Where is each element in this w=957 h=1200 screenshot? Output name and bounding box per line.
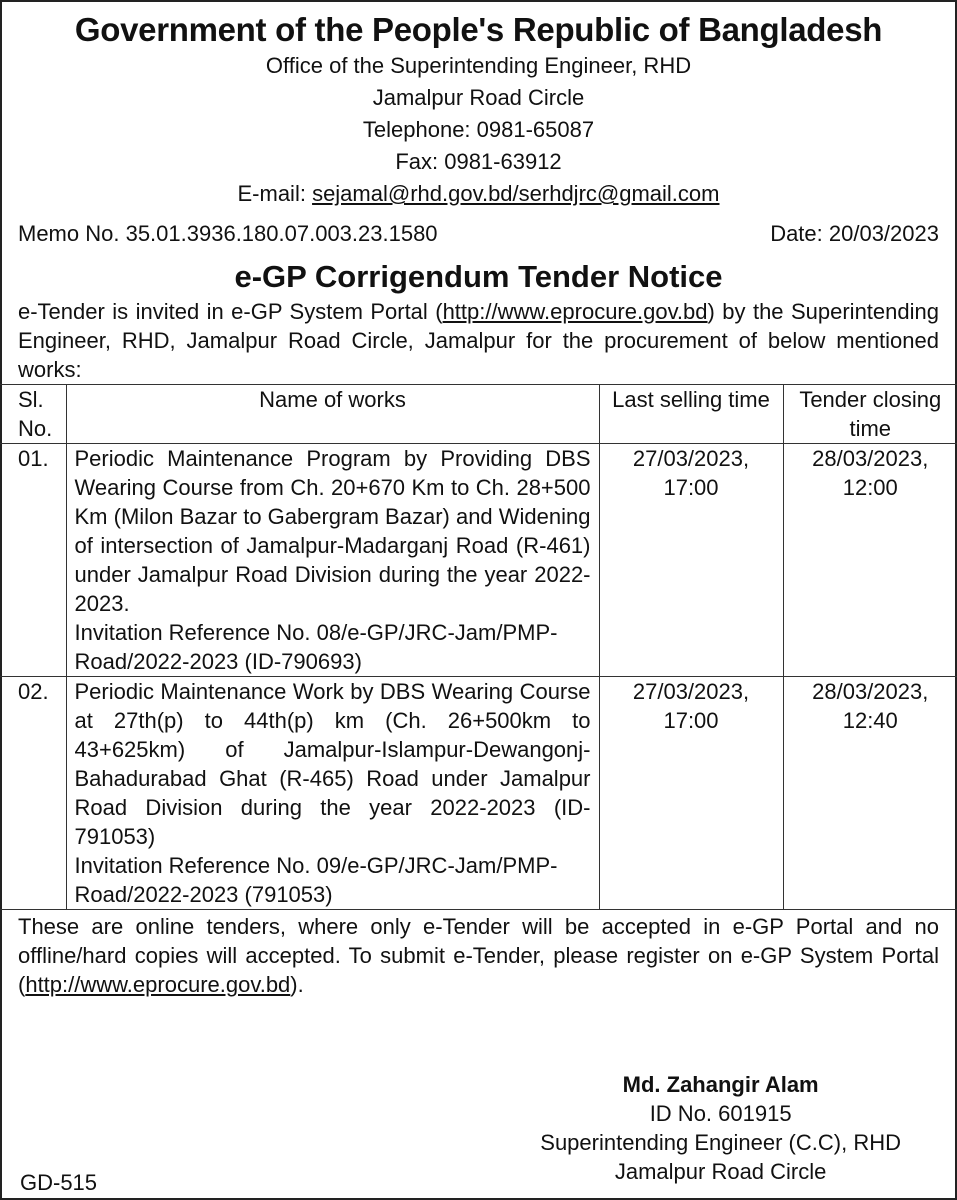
footer-text-end: ). [290, 972, 304, 997]
row-selling [599, 444, 783, 677]
memo-row [18, 219, 939, 249]
row-sl: 01. [0, 444, 66, 677]
gd-code: GD-515 [20, 1170, 98, 1195]
row-closing [783, 677, 957, 910]
table-row [0, 444, 957, 677]
closing-date: 28/03/2023, [812, 679, 929, 704]
email-link[interactable]: sejamal@rhd.gov.bd/serhdjrc@gmail.com [312, 181, 720, 206]
footer-eprocure-link[interactable]: http://www.eprocure.gov.bd [25, 972, 291, 997]
table-header-row [0, 385, 957, 444]
signatory-circle: Jamalpur Road Circle [614, 1159, 827, 1184]
row-selling [599, 677, 783, 910]
email-line [18, 178, 939, 210]
row-sl: 02. [0, 677, 66, 910]
selling-date: 27/03/2023, [632, 446, 750, 471]
works-table [0, 384, 957, 910]
office-name: Office of the Superintending Engineer, RHD [265, 53, 692, 78]
intro-text-rest: ) by the Superintending Engineer, RHD, Jamalpur Road Circle, Jamalpur for the procurement of below mentioned works: [18, 299, 939, 382]
fax: Fax: 0981-63912 [395, 149, 562, 174]
work-description: Periodic Maintenance Work by DBS Wearing Course at 27th(p) to 44th(p) km (Ch. 26+500km to 43+625km) of Jamalpur-Islampur-Dewangonj-Bahadurabad Ghat (R-465) Road under Jamalpur Road Division during the year 2022-2023 (ID-791053) [74, 679, 591, 849]
footer-paragraph [18, 912, 939, 999]
signature-block [540, 1070, 901, 1186]
memo-date: Date: 20/03/2023 [770, 221, 939, 246]
invitation-reference: Invitation Reference No. 09/e-GP/JRC-Jam/PMP-Road/2022-2023 (791053) [74, 853, 558, 907]
eprocure-link[interactable]: http://www.eprocure.gov.bd [442, 299, 708, 324]
signatory-designation: Superintending Engineer (C.C), RHD [540, 1130, 901, 1155]
header-name: Name of works [66, 385, 599, 444]
invitation-reference: Invitation Reference No. 08/e-GP/JRC-Jam/PMP-Road/2022-2023 (ID-790693) [74, 620, 558, 674]
row-closing [783, 444, 957, 677]
signatory-name: Md. Zahangir Alam [622, 1072, 819, 1097]
closing-time: 12:00 [842, 475, 898, 500]
email-label: E-mail: [237, 181, 313, 206]
header-selling: Last selling time [599, 385, 783, 444]
circle-name: Jamalpur Road Circle [372, 85, 585, 110]
footer-text: These are online tenders, where only e-Tender will be accepted in e-GP Portal and no offline/hard copies will accepted. To submit e-Tender, please register on e-GP System Portal ( [18, 914, 939, 997]
signatory-id: ID No. 601915 [649, 1101, 792, 1126]
notice-title: e-GP Corrigendum Tender Notice [234, 259, 723, 294]
row-work-name [66, 444, 599, 677]
header-sl: Sl. No. [0, 385, 66, 444]
selling-date: 27/03/2023, [632, 679, 750, 704]
closing-time: 12:40 [842, 708, 898, 733]
table-row [0, 677, 957, 910]
intro-paragraph [18, 297, 939, 384]
selling-time: 17:00 [663, 708, 719, 733]
row-work-name [66, 677, 599, 910]
closing-date: 28/03/2023, [812, 446, 929, 471]
memo-number: Memo No. 35.01.3936.180.07.003.23.1580 [18, 221, 438, 246]
telephone: Telephone: 0981-65087 [362, 117, 595, 142]
selling-time: 17:00 [663, 475, 719, 500]
header-closing: Tender closing time [783, 385, 957, 444]
government-title: Government of the People's Republic of Bangladesh [74, 11, 883, 48]
letterhead [18, 10, 939, 210]
intro-text: e-Tender is invited in e-GP System Portal ( [18, 299, 443, 324]
work-description: Periodic Maintenance Program by Providing DBS Wearing Course from Ch. 20+670 Km to Ch. 28+500 Km (Milon Bazar to Gabergram Bazar) and Widening of intersection of Jamalpur-Madarganj Road (R-461) under Jamalpur Road Division during the year 2022-2023. [74, 446, 591, 616]
